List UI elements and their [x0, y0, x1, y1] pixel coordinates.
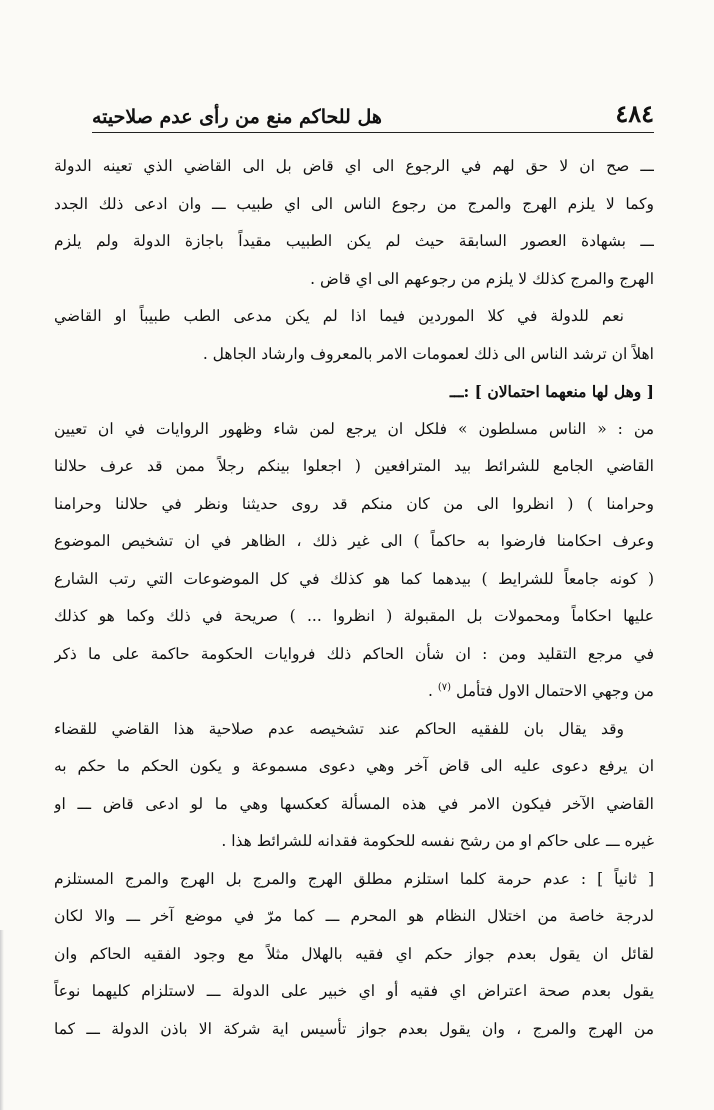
text-line: غيره ـــ على حاكم او من رشح نفسه للحكومة فقدانه للشرائط هذا . [221, 832, 654, 850]
text-line: يقول بعدم صحة اعتراض اي فقيه أو اي خبير على الدولة ـــ لاستلزام كليهما نوعاً [54, 982, 654, 1000]
page-header [92, 88, 654, 128]
section-heading: [ وهل لها منعهما احتمالان ] :ـــ [449, 382, 654, 401]
text-line: وعرف احكامنا فارضوا به حاكماً ) الى غير ذلك ، الظاهر في ان تشخيص الموضوع [54, 532, 654, 550]
text-line: من : « الناس مسلطون » فلكل ان يرجع لمن شاء وظهور الروايات في ان تعيين [54, 419, 654, 438]
text-line: ـــ صح ان لا حق لهم في الرجوع الى اي قاض بل الى القاضي الذي تعينه الدولة [54, 157, 654, 175]
body-text [54, 148, 654, 1048]
footnote-marker: (٧) [437, 681, 452, 693]
text-line: عليها احكاماً ومحمولات بل المقبولة ( انظروا ... ) صريحة في ذلك وكما هو كذلك [54, 607, 654, 625]
text-line: [ ثانياً ] : عدم حرمة كلما استلزم مطلق الهرج والمرج بل الهرج والمرج المستلزم [54, 869, 654, 888]
text-line-content: من وجهي الاحتمال الاول فتأمل [455, 682, 654, 700]
text-line: في مرجع التقليد ومن : ان شأن الحاكم ذلك فروايات الحكومة حاكمة على ما ذكر [54, 644, 654, 663]
page-number: ٤٨٤ [615, 99, 654, 128]
text-line: ان يرفع دعوى عليه الى قاض آخر وهي دعوى مسموعة و يكون الحكم ما حكم به [54, 757, 654, 775]
text-line: لدرجة خاصة من اختلال النظام هو المحرم ـــ كما مرّ في موضع آخر ـــ والا لكان [54, 907, 654, 925]
text-line: وكما لا يلزم الهرج والمرج من رجوع الناس الى اي طبيب ـــ وان ادعى ذلك الجدد [54, 194, 654, 213]
text-line: الهرج والمرج كذلك لا يلزم من رجوعهم الى اي قاض . [310, 269, 654, 288]
text-line: ـــ بشهادة العصور السابقة حيث لم يكن الطبيب مقيداً باجازة الدولة ولم يلزم [54, 232, 654, 250]
text-line: لقائل ان يقول بعدم جواز حكم اي فقيه بالهلال مثلاً مع وجود الفقيه الحاكم وان [54, 944, 654, 963]
binding-shadow [0, 930, 4, 1110]
text-line: القاضي الآخر فيكون الامر في هذه المسألة كعكسها وهي ما لو ادعى قاض ـــ او [54, 794, 654, 813]
text-line: ( كونه جامعاً للشرايط ) بيدهما كما هو كذلك في كل الموضوعات التي رتب الشارع [54, 569, 654, 588]
text-line: اهلاً ان ترشد الناس الى ذلك لعمومات الامر بالمعروف وارشاد الجاهل . [202, 344, 654, 363]
text-line: نعم للدولة في كلا الموردين فيما اذا لم يكن مدعى الطب طبيباً او القاضي [54, 307, 624, 325]
text-line: وقد يقال بان للفقيه الحاكم عند تشخيصه عدم صلاحية هذا القاضي للقضاء [54, 719, 624, 738]
running-title: هل للحاكم منع من رأى عدم صلاحيته [92, 106, 382, 128]
text-line: وحرامنا ) ( انظروا الى من كان منكم قد روى حديثنا ونظر في حلالنا وحرامنا [54, 494, 654, 513]
text-line: من وجهي الاحتمال الاول فتأمل $^{(٧)}$ . [427, 681, 654, 700]
text-line: القاضي الجامع للشرائط بيد المترافعين ( اجعلوا بينكم رجلاً ممن قد عرف حلالنا [54, 457, 654, 475]
header-divider [92, 132, 654, 133]
text-line: من الهرج والمرج ، وان يقول بعدم جواز تأسيس اية شركة الا باذن الدولة ـــ كما [54, 1019, 654, 1038]
